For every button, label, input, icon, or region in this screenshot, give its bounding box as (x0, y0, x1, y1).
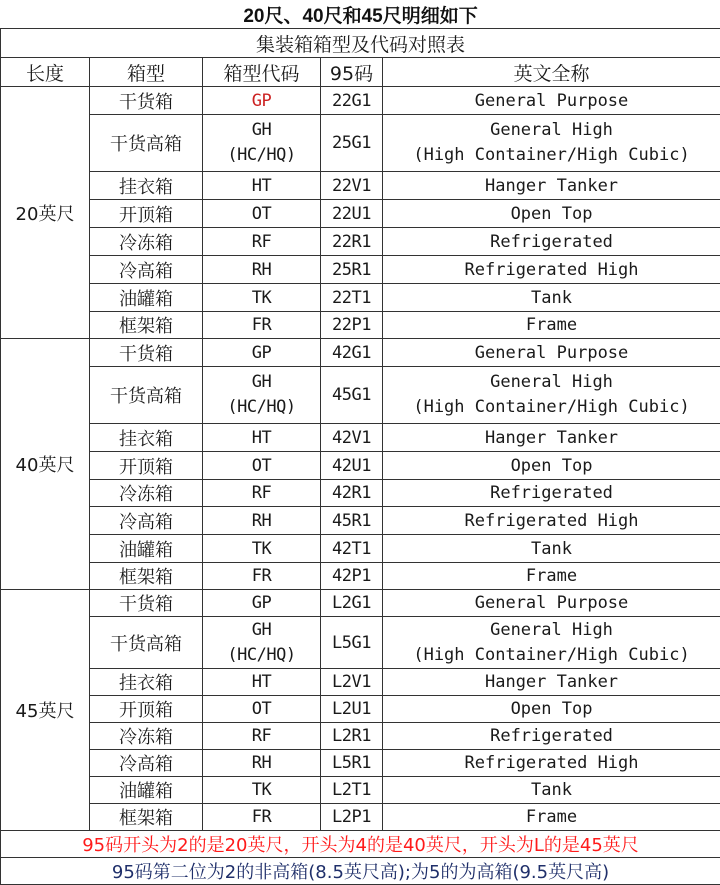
type-code: HT (203, 428, 320, 448)
english-name-cell (383, 507, 720, 535)
type-code: OT (203, 699, 320, 719)
type-code-alias: (HC/HQ) (203, 643, 320, 668)
type-code-cell (203, 563, 321, 590)
header-type-code: 箱型代码 (203, 58, 321, 87)
english-name-cell (383, 339, 720, 367)
table-row (1, 696, 720, 723)
english-name-cell (383, 480, 720, 507)
type-cell: 挂衣箱 (90, 172, 203, 200)
english-name-cell (383, 669, 720, 696)
table-row (1, 115, 720, 172)
type-code: GH (203, 118, 320, 143)
table-row (1, 200, 720, 228)
note-row-height (1, 858, 720, 885)
table-row (1, 480, 720, 507)
type-cell: 挂衣箱 (90, 424, 203, 452)
length-cell: 20英尺 (1, 87, 90, 339)
english-name: Hanger Tanker (383, 428, 720, 448)
page-title: 20尺、40尺和45尺明细如下 (1, 0, 720, 29)
type-cell: 油罐箱 (90, 284, 203, 312)
type-code: GH (203, 370, 320, 395)
type-code-cell (203, 804, 321, 831)
type-code-cell (203, 669, 321, 696)
english-name-cell (383, 696, 720, 723)
header-type: 箱型 (90, 58, 203, 87)
type-code-cell (203, 777, 321, 804)
table-row (1, 452, 720, 480)
english-name-detail: (High Container/High Cubic) (383, 643, 720, 668)
iso-code-cell: 42V1 (321, 424, 383, 452)
type-cell: 挂衣箱 (90, 669, 203, 696)
type-code: RH (203, 511, 320, 531)
table-row (1, 424, 720, 452)
english-name: General Purpose (383, 91, 720, 111)
type-code-cell (203, 617, 321, 669)
table-row (1, 723, 720, 750)
type-code: HT (203, 176, 320, 196)
iso-code-cell: 22P1 (321, 312, 383, 339)
english-name: Open Top (383, 456, 720, 476)
type-code: GH (203, 618, 320, 643)
type-code: GP (203, 593, 320, 613)
iso-code-cell: L2U1 (321, 696, 383, 723)
table-row (1, 535, 720, 563)
iso-code-cell: 42R1 (321, 480, 383, 507)
type-cell: 开顶箱 (90, 200, 203, 228)
iso-code-cell: L2R1 (321, 723, 383, 750)
english-name-cell (383, 172, 720, 200)
type-cell: 冷冻箱 (90, 723, 203, 750)
type-code: TK (203, 288, 320, 308)
type-code: RF (203, 726, 320, 746)
type-code-cell (203, 452, 321, 480)
iso-code-cell: 45R1 (321, 507, 383, 535)
iso-code-cell: L5G1 (321, 617, 383, 669)
type-code-cell (203, 115, 321, 172)
type-code: RH (203, 753, 320, 773)
english-name: Open Top (383, 204, 720, 224)
table-subtitle: 集装箱箱型及代码对照表 (1, 29, 720, 58)
type-cell: 干货高箱 (90, 367, 203, 424)
english-name-cell (383, 617, 720, 669)
type-code: RF (203, 232, 320, 252)
header-row (1, 58, 720, 87)
type-code: TK (203, 780, 320, 800)
type-code-cell (203, 696, 321, 723)
english-name: General High (383, 370, 720, 395)
length-cell: 40英尺 (1, 339, 90, 590)
table-row (1, 804, 720, 831)
english-name-cell (383, 200, 720, 228)
type-cell: 冷冻箱 (90, 480, 203, 507)
english-name: Frame (383, 566, 720, 586)
iso-code-cell: 42G1 (321, 339, 383, 367)
type-cell: 框架箱 (90, 804, 203, 831)
type-cell: 冷高箱 (90, 256, 203, 284)
type-cell: 冷高箱 (90, 507, 203, 535)
iso-code-cell: 22G1 (321, 87, 383, 115)
iso-code-cell: 22T1 (321, 284, 383, 312)
table-row (1, 590, 720, 617)
table-row (1, 750, 720, 777)
english-name: Frame (383, 807, 720, 827)
english-name-cell (383, 256, 720, 284)
type-code: GP (203, 91, 320, 111)
english-name-cell (383, 284, 720, 312)
type-code: FR (203, 315, 320, 335)
iso-code-cell: 25G1 (321, 115, 383, 172)
iso-code-cell: 22V1 (321, 172, 383, 200)
note-height-rule: 95码第二位为2的非高箱(8.5英尺高);为5的为高箱(9.5英尺高) (1, 858, 720, 885)
iso-code-cell: 22U1 (321, 200, 383, 228)
english-name: General Purpose (383, 343, 720, 363)
iso-code-cell: 45G1 (321, 367, 383, 424)
english-name: Refrigerated (383, 483, 720, 503)
english-name: General Purpose (383, 593, 720, 613)
table-row (1, 777, 720, 804)
header-iso-code: 95码 (321, 58, 383, 87)
type-cell: 干货高箱 (90, 115, 203, 172)
table-row (1, 284, 720, 312)
english-name-detail: (High Container/High Cubic) (383, 143, 720, 168)
iso-code-cell: 22R1 (321, 228, 383, 256)
type-code: FR (203, 566, 320, 586)
iso-code-cell: 42U1 (321, 452, 383, 480)
type-code-cell (203, 339, 321, 367)
english-name-cell (383, 535, 720, 563)
type-cell: 干货箱 (90, 339, 203, 367)
english-name-cell (383, 452, 720, 480)
type-code: HT (203, 672, 320, 692)
type-cell: 框架箱 (90, 312, 203, 339)
english-name-cell (383, 312, 720, 339)
type-code-cell (203, 172, 321, 200)
english-name-detail: (High Container/High Cubic) (383, 395, 720, 420)
type-cell: 干货箱 (90, 590, 203, 617)
type-cell: 开顶箱 (90, 452, 203, 480)
type-code: FR (203, 807, 320, 827)
type-code-cell (203, 256, 321, 284)
english-name: Tank (383, 288, 720, 308)
note-prefix-rule: 95码开头为2的是20英尺，开头为4的是40英尺，开头为L的是45英尺 (1, 831, 720, 858)
iso-code-cell: 42T1 (321, 535, 383, 563)
type-cell: 干货箱 (90, 87, 203, 115)
type-code: OT (203, 204, 320, 224)
table-row (1, 367, 720, 424)
english-name-cell (383, 777, 720, 804)
english-name-cell (383, 115, 720, 172)
table-row (1, 87, 720, 115)
type-code-cell (203, 507, 321, 535)
table-row (1, 617, 720, 669)
title-row (1, 0, 720, 29)
table-row (1, 339, 720, 367)
table-row (1, 669, 720, 696)
table-row (1, 256, 720, 284)
english-name: Refrigerated High (383, 753, 720, 773)
english-name: Refrigerated High (383, 511, 720, 531)
subtitle-row (1, 29, 720, 58)
type-cell: 冷冻箱 (90, 228, 203, 256)
type-code: RF (203, 483, 320, 503)
type-code: OT (203, 456, 320, 476)
type-cell: 油罐箱 (90, 535, 203, 563)
english-name: Tank (383, 780, 720, 800)
english-name-cell (383, 367, 720, 424)
english-name-cell (383, 87, 720, 115)
type-code: RH (203, 260, 320, 280)
type-cell: 框架箱 (90, 563, 203, 590)
english-name-cell (383, 723, 720, 750)
type-code-cell (203, 750, 321, 777)
type-cell: 冷高箱 (90, 750, 203, 777)
header-english-name: 英文全称 (383, 58, 720, 87)
table-row (1, 312, 720, 339)
english-name-cell (383, 228, 720, 256)
english-name-cell (383, 750, 720, 777)
type-cell: 油罐箱 (90, 777, 203, 804)
english-name-cell (383, 590, 720, 617)
type-code-cell (203, 480, 321, 507)
english-name: Refrigerated (383, 726, 720, 746)
english-name-cell (383, 563, 720, 590)
type-code-cell (203, 590, 321, 617)
length-cell: 45英尺 (1, 590, 90, 831)
iso-code-cell: L5R1 (321, 750, 383, 777)
table-row (1, 507, 720, 535)
type-code: TK (203, 539, 320, 559)
english-name: Open Top (383, 699, 720, 719)
english-name-cell (383, 424, 720, 452)
type-cell: 开顶箱 (90, 696, 203, 723)
english-name: General High (383, 118, 720, 143)
english-name: Hanger Tanker (383, 176, 720, 196)
type-code-alias: (HC/HQ) (203, 143, 320, 168)
english-name: Refrigerated (383, 232, 720, 252)
english-name: Refrigerated High (383, 260, 720, 280)
type-cell: 干货高箱 (90, 617, 203, 669)
type-code-cell (203, 228, 321, 256)
english-name: Tank (383, 539, 720, 559)
english-name-cell (383, 804, 720, 831)
english-name: General High (383, 618, 720, 643)
type-code-alias: (HC/HQ) (203, 395, 320, 420)
type-code-cell (203, 367, 321, 424)
type-code-cell (203, 424, 321, 452)
header-length: 长度 (1, 58, 90, 87)
iso-code-cell: L2P1 (321, 804, 383, 831)
iso-code-cell: L2V1 (321, 669, 383, 696)
table-row (1, 172, 720, 200)
table-row (1, 563, 720, 590)
iso-code-cell: L2T1 (321, 777, 383, 804)
type-code-cell (203, 312, 321, 339)
type-code-cell (203, 87, 321, 115)
type-code-cell (203, 284, 321, 312)
table-row (1, 228, 720, 256)
type-code-cell (203, 535, 321, 563)
iso-code-cell: L2G1 (321, 590, 383, 617)
type-code-cell (203, 723, 321, 750)
iso-code-cell: 42P1 (321, 563, 383, 590)
english-name: Hanger Tanker (383, 672, 720, 692)
note-row-prefix (1, 831, 720, 858)
type-code-cell (203, 200, 321, 228)
english-name: Frame (383, 315, 720, 335)
type-code: GP (203, 343, 320, 363)
iso-code-cell: 25R1 (321, 256, 383, 284)
